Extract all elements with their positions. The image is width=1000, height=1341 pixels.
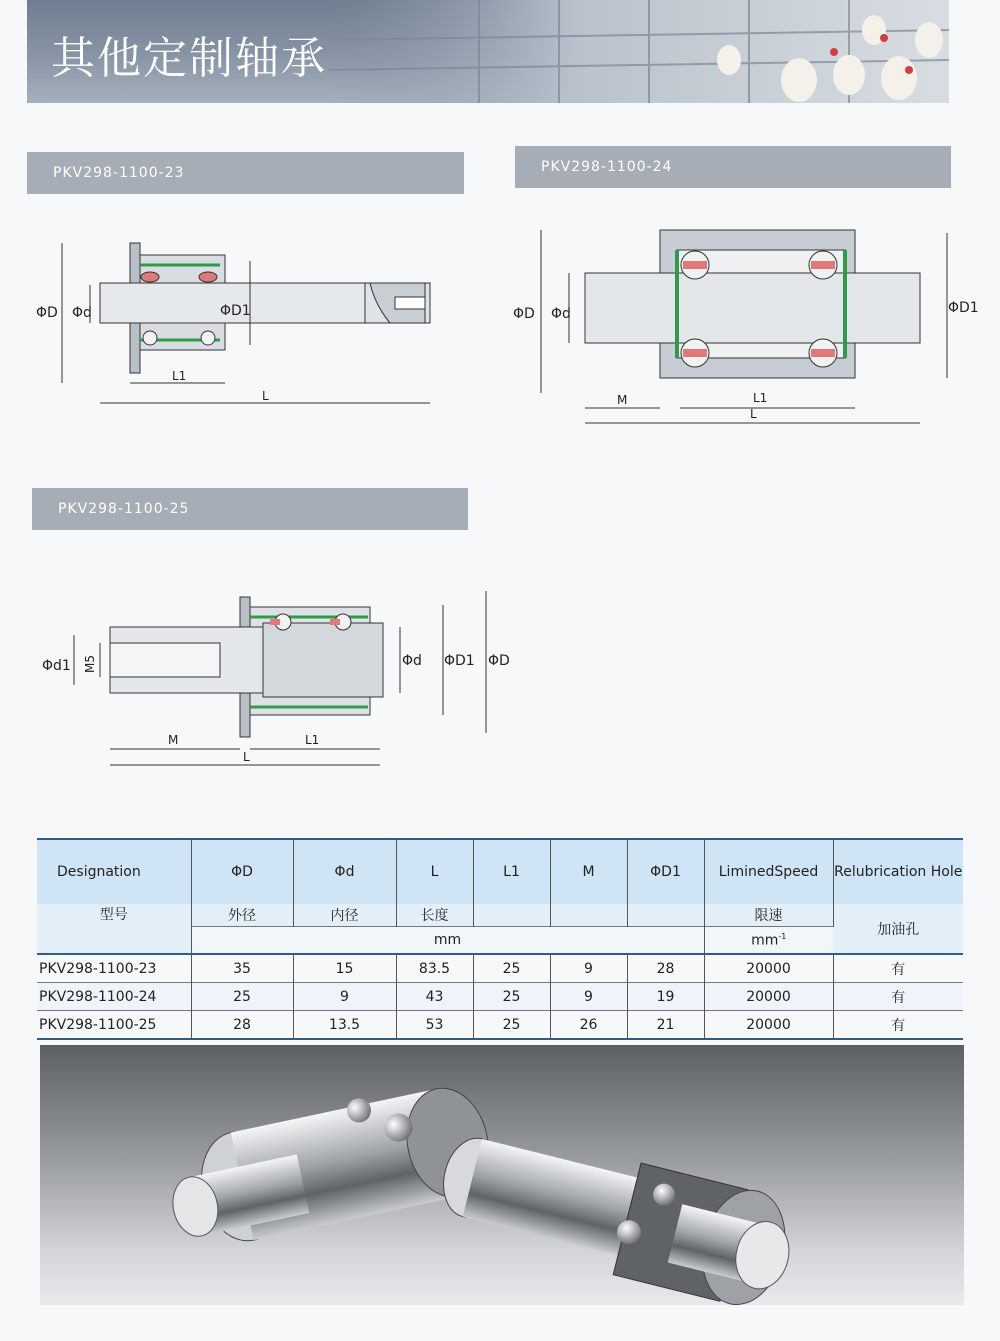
cell-length: 83.5	[396, 954, 473, 983]
header-length-cn: 长度	[396, 904, 473, 927]
bearing-drawing-25	[38, 585, 538, 775]
header-l1-cn	[473, 904, 550, 927]
model-label-25: PKV298-1100-25	[32, 488, 468, 530]
cell-l1: 25	[473, 1011, 550, 1040]
label-inner-dia: Φd	[402, 653, 422, 669]
header-relubrication: Relubrication Hole	[833, 839, 963, 904]
table-row	[37, 1011, 963, 1040]
label-outer-dia: ΦD	[488, 653, 510, 669]
header-m: M	[550, 839, 627, 904]
cell-designation: PKV298-1100-24	[37, 983, 191, 1011]
label-inner-dia: Φd	[72, 305, 92, 321]
product-photo	[40, 1045, 964, 1305]
cell-l1: 25	[473, 983, 550, 1011]
label-m: M	[168, 733, 179, 747]
cell-l1: 25	[473, 954, 550, 983]
cell-length: 53	[396, 1011, 473, 1040]
table-row	[37, 983, 963, 1011]
label-d1: ΦD1	[220, 303, 251, 319]
header-outer-dia-cn: 外径	[191, 904, 293, 927]
label-d1-small: Φd1	[42, 658, 71, 674]
model-label-23: PKV298-1100-23	[27, 152, 464, 194]
page-title: 其他定制轴承	[51, 33, 327, 84]
cell-relubrication: 有	[891, 1017, 906, 1034]
header-designation: Designation	[37, 839, 191, 904]
unit-mm: mm	[191, 927, 704, 955]
label-d1: ΦD1	[444, 653, 475, 669]
label-l1: L1	[172, 369, 187, 383]
cell-outer-dia: 28	[191, 1011, 293, 1040]
cell-m: 9	[550, 954, 627, 983]
header-d1: ΦD1	[627, 839, 704, 904]
header-inner-dia-cn: 内径	[293, 904, 396, 927]
label-l: L	[243, 750, 250, 764]
cell-designation: PKV298-1100-25	[37, 1011, 191, 1040]
label-thread: M5	[83, 655, 97, 673]
label-inner-dia: Φd	[551, 306, 571, 322]
cell-designation: PKV298-1100-23	[37, 954, 191, 983]
factory-banner-image	[329, 0, 949, 103]
spec-table	[37, 838, 963, 1040]
label-m: M	[617, 393, 628, 407]
header-length: L	[396, 839, 473, 904]
bearing-drawing-23	[30, 225, 450, 415]
cell-speed: 20000	[704, 954, 833, 983]
cell-relubrication: 有	[891, 989, 906, 1006]
bearing-photo-illustration	[40, 1045, 964, 1305]
header-relubrication-cn: 加油孔	[833, 904, 963, 954]
header-speed: LiminedSpeed	[704, 839, 833, 904]
label-l: L	[750, 407, 757, 421]
header-inner-dia: Φd	[293, 839, 396, 904]
cell-length: 43	[396, 983, 473, 1011]
cell-d1: 28	[627, 954, 704, 983]
cell-inner-dia: 9	[293, 983, 396, 1011]
label-d1: ΦD1	[948, 300, 979, 316]
cell-m: 9	[550, 983, 627, 1011]
cell-outer-dia: 25	[191, 983, 293, 1011]
cell-outer-dia: 35	[191, 954, 293, 983]
cell-inner-dia: 13.5	[293, 1011, 396, 1040]
header-designation-cn: 型号	[37, 904, 191, 954]
header-d1-cn	[627, 904, 704, 927]
cell-d1: 21	[627, 1011, 704, 1040]
bearing-drawing-24	[505, 218, 979, 433]
label-outer-dia: ΦD	[36, 305, 58, 321]
cell-d1: 19	[627, 983, 704, 1011]
cell-relubrication: 有	[891, 961, 906, 978]
header-outer-dia: ΦD	[191, 839, 293, 904]
cell-speed: 20000	[704, 983, 833, 1011]
label-l1: L1	[305, 733, 320, 747]
model-label-24: PKV298-1100-24	[515, 146, 951, 188]
page-header-banner	[27, 0, 949, 103]
cell-inner-dia: 15	[293, 954, 396, 983]
unit-speed: $mm^{-1}$	[704, 927, 833, 955]
label-l1: L1	[753, 391, 768, 405]
label-outer-dia: ΦD	[513, 306, 535, 322]
header-m-cn	[550, 904, 627, 927]
cell-speed: 20000	[704, 1011, 833, 1040]
header-speed-cn: 限速	[704, 904, 833, 927]
header-l1: L1	[473, 839, 550, 904]
label-l: L	[262, 389, 269, 403]
table-row	[37, 954, 963, 983]
cell-m: 26	[550, 1011, 627, 1040]
